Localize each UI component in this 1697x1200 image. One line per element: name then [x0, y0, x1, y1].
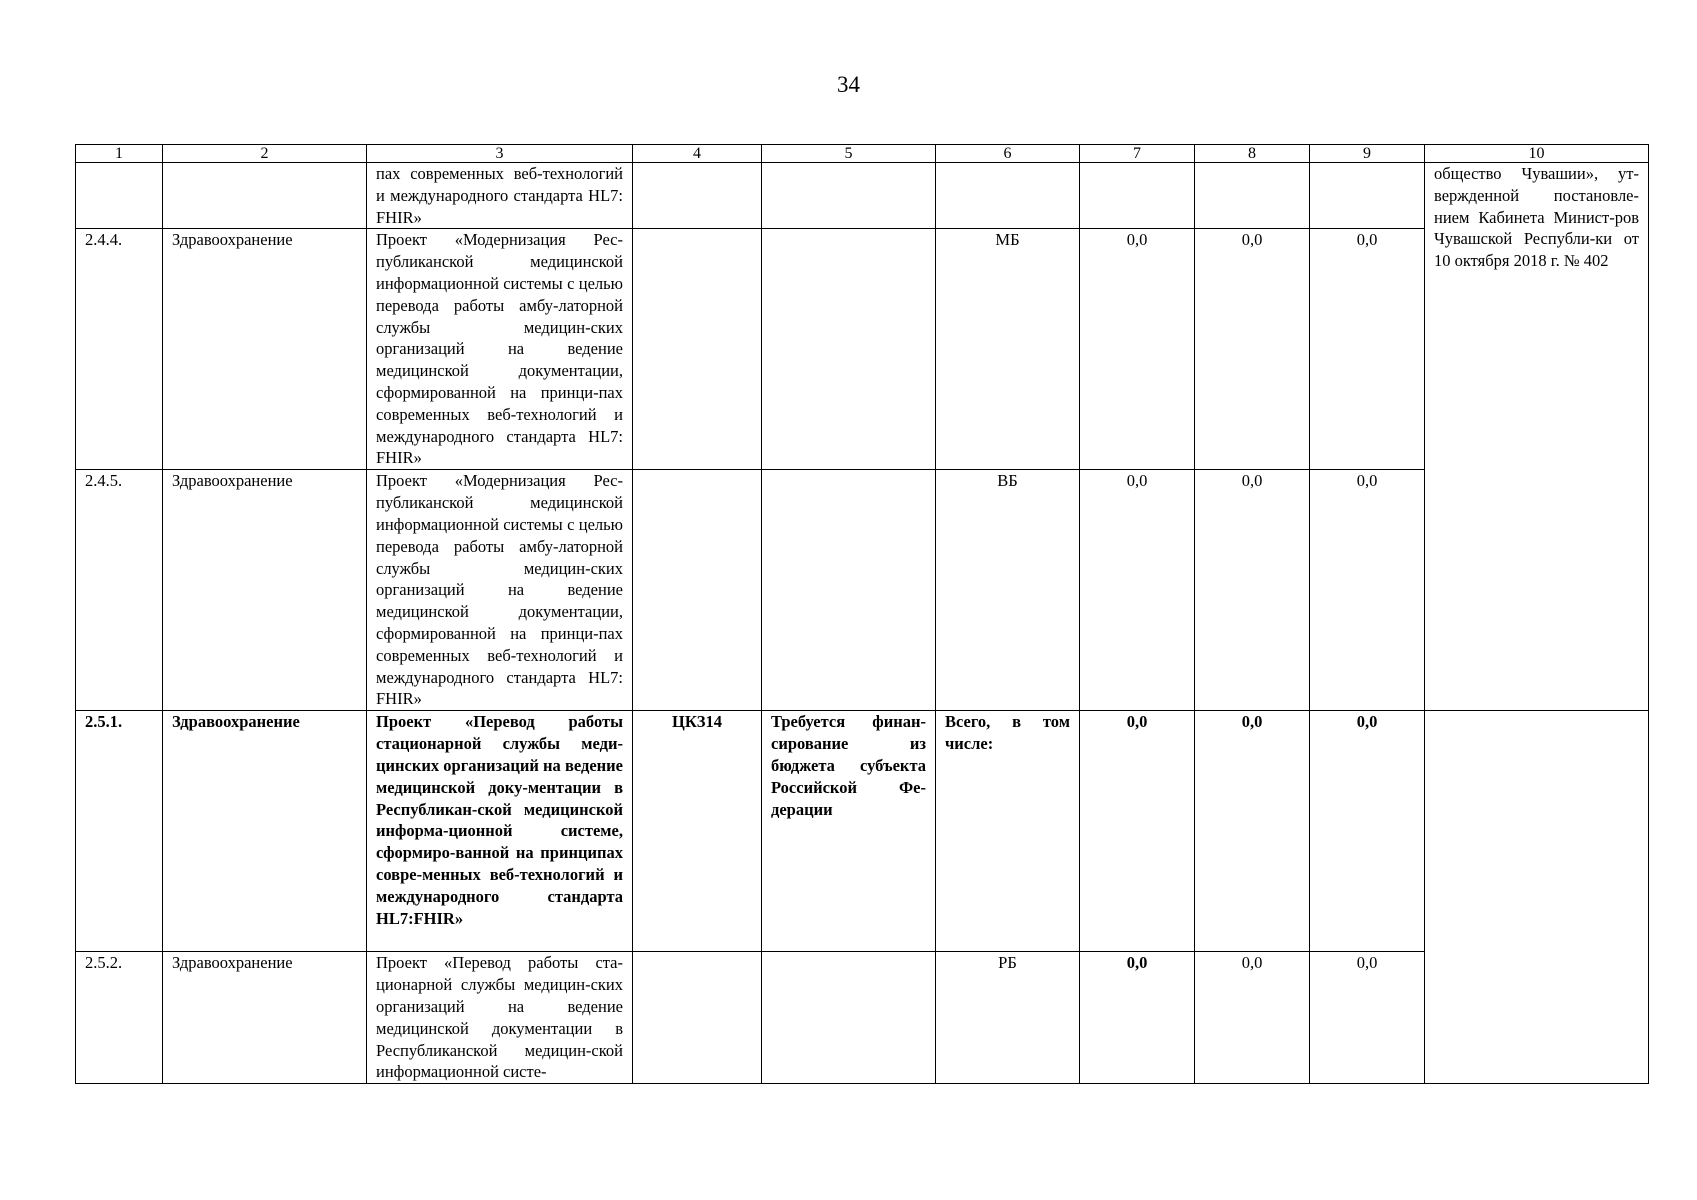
value-cell: 0,0 — [1195, 952, 1310, 1084]
item-number: 2.5.1. — [76, 711, 163, 952]
item-number: 2.4.5. — [76, 470, 163, 711]
column-number: 7 — [1080, 145, 1195, 163]
value-cell: 0,0 — [1310, 229, 1425, 470]
note-cell — [762, 163, 936, 229]
note-cell: Требуется финан-сирование из бюджета субъекта Российской Фе-дерации — [762, 711, 936, 952]
sector-cell: Здравоохранение — [163, 952, 367, 1084]
sector-cell: Здравоохранение — [163, 711, 367, 952]
value-cell — [1310, 163, 1425, 229]
table-row — [76, 711, 1649, 952]
table-row — [76, 952, 1649, 1084]
code-cell: ЦКЗ14 — [633, 711, 762, 952]
value-cell: 0,0 — [1310, 952, 1425, 1084]
item-number: 2.5.2. — [76, 952, 163, 1084]
item-number: 2.4.4. — [76, 229, 163, 470]
value-cell: 0,0 — [1080, 470, 1195, 711]
note-cell — [762, 470, 936, 711]
column-number: 9 — [1310, 145, 1425, 163]
source-cell: ВБ — [936, 470, 1080, 711]
column-number: 10 — [1425, 145, 1649, 163]
value-cell: 0,0 — [1195, 711, 1310, 952]
column-number: 5 — [762, 145, 936, 163]
source-cell: МБ — [936, 229, 1080, 470]
code-cell — [633, 952, 762, 1084]
project-cell: Проект «Модернизация Рес-публиканской медицинской информационной системы с целью перевода работы амбу-латорной службы медицин-ских организаций на ведение медицинской документации, сформированной на принци-пах современных веб-технологий и международного стандарта HL7: FHIR» — [367, 229, 633, 470]
column-numbers-row — [76, 145, 1649, 163]
sector-cell: Здравоохранение — [163, 229, 367, 470]
value-cell: 0,0 — [1080, 952, 1195, 1084]
value-cell: 0,0 — [1310, 470, 1425, 711]
column-number: 6 — [936, 145, 1080, 163]
value-cell: 0,0 — [1080, 229, 1195, 470]
value-cell: 0,0 — [1195, 470, 1310, 711]
table-row — [76, 229, 1649, 470]
code-cell — [633, 163, 762, 229]
project-cell: Проект «Перевод работы стационарной службы меди-цинских организаций на ведение медицинской доку-ментации в Республикан-ской медицинской информа-ционной системе, сформиро-ванной на принципах совре-менных веб-технологий и международного стандарта HL7:FHIR» — [367, 711, 633, 952]
value-cell — [1195, 163, 1310, 229]
value-cell — [1080, 163, 1195, 229]
project-cell: пах современных веб-технологий и международного стандарта HL7: FHIR» — [367, 163, 633, 229]
sector-cell — [163, 163, 367, 229]
code-cell — [633, 470, 762, 711]
value-cell: 0,0 — [1195, 229, 1310, 470]
source-cell: РБ — [936, 952, 1080, 1084]
column-number: 1 — [76, 145, 163, 163]
column-number: 8 — [1195, 145, 1310, 163]
note-cell — [762, 952, 936, 1084]
value-cell: 0,0 — [1310, 711, 1425, 952]
sector-cell: Здравоохранение — [163, 470, 367, 711]
table-row — [76, 470, 1649, 711]
note-cell — [762, 229, 936, 470]
table-row — [76, 163, 1649, 229]
item-number — [76, 163, 163, 229]
basis-cell-empty — [1425, 711, 1649, 1084]
basis-cell: общество Чувашии», ут-вержденной постановле-нием Кабинета Минист-ров Чувашской Республи-ки от 10 октября 2018 г. № 402 — [1425, 163, 1649, 711]
value-cell: 0,0 — [1080, 711, 1195, 952]
source-cell — [936, 163, 1080, 229]
project-cell: Проект «Модернизация Рес-публиканской медицинской информационной системы с целью перевода работы амбу-латорной службы медицин-ских организаций на ведение медицинской документации, сформированной на принци-пах современных веб-технологий и международного стандарта HL7: FHIR» — [367, 470, 633, 711]
column-number: 3 — [367, 145, 633, 163]
page-number: 34 — [837, 72, 860, 97]
column-number: 2 — [163, 145, 367, 163]
project-cell: Проект «Перевод работы ста-ционарной службы медицин-ских организаций на ведение медицинской документации в Республиканской медицин-ской информационной систе- — [367, 952, 633, 1084]
source-cell: Всего, в том числе: — [936, 711, 1080, 952]
program-table — [75, 144, 1649, 1084]
code-cell — [633, 229, 762, 470]
column-number: 4 — [633, 145, 762, 163]
